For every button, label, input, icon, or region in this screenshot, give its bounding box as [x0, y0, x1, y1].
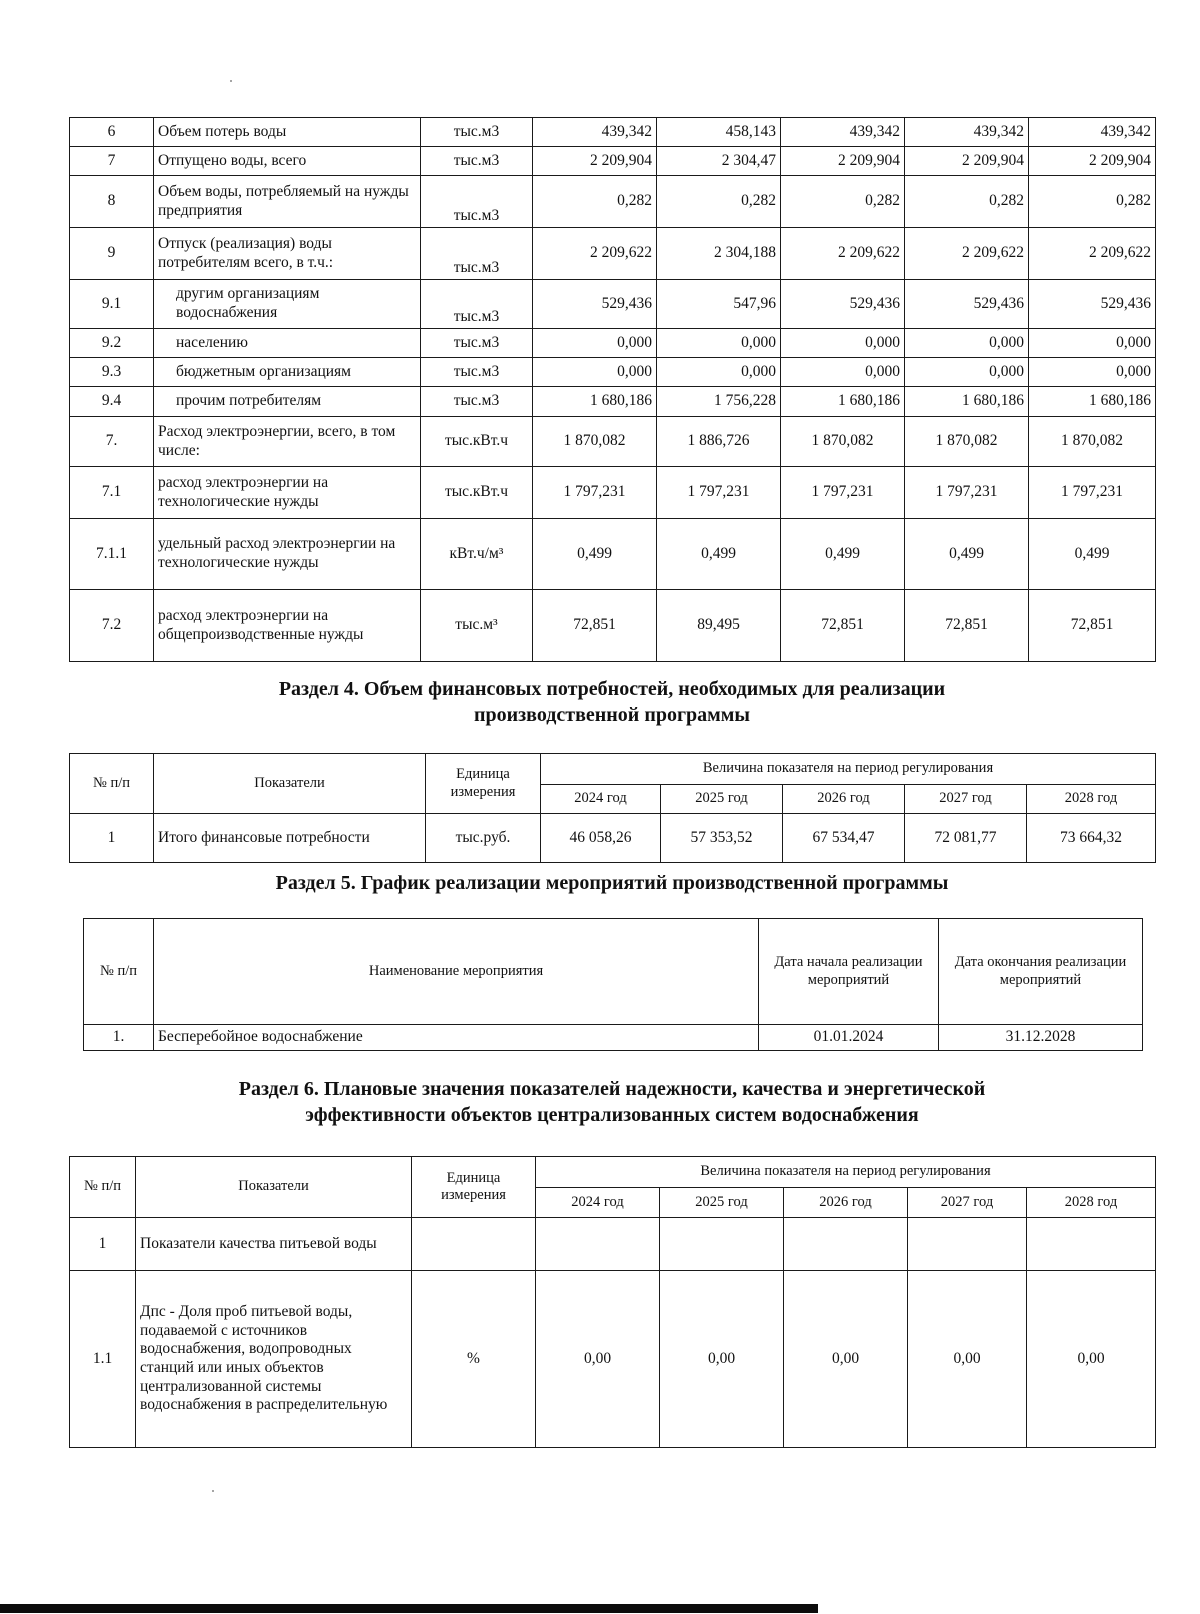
empty-cell [660, 1218, 784, 1271]
s6-header-year: 2026 год [784, 1188, 908, 1218]
scan-speck [230, 80, 232, 82]
s6-row2-name: Дпс - Доля проб питьевой воды, подаваемой с источников водоснабжения, водопроводных станций или иных объектов централизованной системы водоснабжения в распределительную [136, 1271, 412, 1448]
s4-header-period: Величина показателя на период регулирования [541, 754, 1156, 785]
value-cell: 0,499 [1029, 519, 1156, 590]
table-row [70, 176, 1156, 228]
value-cell: 2 209,904 [533, 147, 657, 176]
s5-header-num: № п/п [84, 919, 154, 1025]
row-number: 6 [70, 118, 154, 147]
s4-row-num: 1 [70, 814, 154, 863]
value-cell: 2 209,622 [905, 228, 1029, 280]
s6-row2-value: 0,00 [1027, 1271, 1156, 1448]
row-number: 9.2 [70, 329, 154, 358]
s6-row2-value: 0,00 [660, 1271, 784, 1448]
section6-title [69, 1076, 1155, 1128]
row-number: 7.1 [70, 467, 154, 519]
value-cell: 72,851 [533, 590, 657, 662]
value-cell: 2 304,188 [657, 228, 781, 280]
table-row [70, 519, 1156, 590]
value-cell: 1 680,186 [905, 387, 1029, 417]
s4-row-value: 67 534,47 [783, 814, 905, 863]
value-cell: 0,000 [781, 329, 905, 358]
s4-row-unit: тыс.руб. [426, 814, 541, 863]
table-row [84, 1025, 1143, 1051]
table-row [70, 1218, 1156, 1271]
s4-header-year: 2025 год [661, 785, 783, 814]
value-cell: 1 870,082 [905, 417, 1029, 467]
indicator-name: другим организациям водоснабжения [154, 280, 421, 329]
table-row [70, 147, 1156, 176]
table-row [70, 280, 1156, 329]
s4-header-year: 2026 год [783, 785, 905, 814]
unit: тыс.м3 [421, 358, 533, 387]
value-cell: 1 797,231 [905, 467, 1029, 519]
value-cell: 0,000 [781, 358, 905, 387]
value-cell: 0,499 [905, 519, 1029, 590]
value-cell: 0,000 [657, 329, 781, 358]
value-cell: 1 870,082 [533, 417, 657, 467]
row-number: 8 [70, 176, 154, 228]
row-number: 7. [70, 417, 154, 467]
value-cell: 1 680,186 [781, 387, 905, 417]
value-cell: 0,000 [905, 358, 1029, 387]
unit: тыс.м3 [421, 118, 533, 147]
section5-title: Раздел 5. График реализации мероприятий производственной программы [275, 872, 949, 894]
section6-title-line1: Раздел 6. Плановые значения показателей надежности, качества и энергетической [238, 1078, 986, 1100]
s5-row-name: Бесперебойное водоснабжение [154, 1025, 759, 1051]
value-cell: 0,000 [533, 329, 657, 358]
s5-row-num: 1. [84, 1025, 154, 1051]
table-row [70, 814, 1156, 863]
value-cell: 1 870,082 [781, 417, 905, 467]
unit: тыс.м3 [421, 387, 533, 417]
value-cell: 0,499 [533, 519, 657, 590]
unit: тыс.м3 [421, 228, 533, 280]
value-cell: 529,436 [905, 280, 1029, 329]
value-cell: 439,342 [533, 118, 657, 147]
s4-row-value: 73 664,32 [1027, 814, 1156, 863]
s6-row2-num: 1.1 [70, 1271, 136, 1448]
empty-cell [536, 1218, 660, 1271]
section6-title-line2: эффективности объектов централизованных систем водоснабжения [305, 1104, 919, 1126]
value-cell: 89,495 [657, 590, 781, 662]
s5-row-start: 01.01.2024 [759, 1025, 939, 1051]
s4-row-value: 57 353,52 [661, 814, 783, 863]
indicator-name: расход электроэнергии на общепроизводственные нужды [154, 590, 421, 662]
value-cell: 0,000 [533, 358, 657, 387]
s6-header-period: Величина показателя на период регулирования [536, 1157, 1156, 1188]
s5-header-name: Наименование мероприятия [154, 919, 759, 1025]
section4-title-line1: Раздел 4. Объем финансовых потребностей, необходимых для реализации [278, 678, 946, 700]
value-cell: 72,851 [905, 590, 1029, 662]
value-cell: 0,282 [657, 176, 781, 228]
unit: тыс.м³ [421, 590, 533, 662]
s6-header-year: 2025 год [660, 1188, 784, 1218]
empty-cell [1027, 1218, 1156, 1271]
indicator-name: Отпуск (реализация) воды потребителям всего, в т.ч.: [154, 228, 421, 280]
schedule-table [83, 918, 1143, 1051]
value-cell: 1 870,082 [1029, 417, 1156, 467]
s6-row2-unit: % [412, 1271, 536, 1448]
s4-header-year: 2024 год [541, 785, 661, 814]
section4-title-line2: производственной программы [473, 704, 751, 726]
value-cell: 0,282 [533, 176, 657, 228]
value-cell: 529,436 [781, 280, 905, 329]
value-cell: 2 304,47 [657, 147, 781, 176]
unit: тыс.м3 [421, 280, 533, 329]
value-cell: 2 209,904 [781, 147, 905, 176]
water-balance-table [69, 117, 1156, 662]
s5-row-end: 31.12.2028 [939, 1025, 1143, 1051]
s4-header-year: 2027 год [905, 785, 1027, 814]
s6-header-num: № п/п [70, 1157, 136, 1218]
unit: тыс.м3 [421, 329, 533, 358]
row-number: 9 [70, 228, 154, 280]
s4-header-name: Показатели [154, 754, 426, 814]
s4-header-year: 2028 год [1027, 785, 1156, 814]
s6-row2-value: 0,00 [784, 1271, 908, 1448]
value-cell: 0,282 [781, 176, 905, 228]
value-cell: 458,143 [657, 118, 781, 147]
s4-row-value: 46 058,26 [541, 814, 661, 863]
s6-header-year: 2027 год [908, 1188, 1027, 1218]
row-number: 9.3 [70, 358, 154, 387]
indicator-name: населению [154, 329, 421, 358]
s5-header-start: Дата начала реализации мероприятий [759, 919, 939, 1025]
value-cell: 1 886,726 [657, 417, 781, 467]
empty-cell [412, 1218, 536, 1271]
s4-header-num: № п/п [70, 754, 154, 814]
value-cell: 529,436 [533, 280, 657, 329]
value-cell: 1 797,231 [657, 467, 781, 519]
unit: тыс.м3 [421, 147, 533, 176]
value-cell: 2 209,904 [1029, 147, 1156, 176]
financial-needs-table [69, 753, 1156, 863]
table-row [70, 1271, 1156, 1448]
s6-row1-name: Показатели качества питьевой воды [136, 1218, 412, 1271]
value-cell: 0,000 [1029, 329, 1156, 358]
value-cell: 0,499 [657, 519, 781, 590]
value-cell: 1 797,231 [533, 467, 657, 519]
empty-cell [784, 1218, 908, 1271]
unit: кВт.ч/м³ [421, 519, 533, 590]
row-number: 7 [70, 147, 154, 176]
indicator-name: удельный расход электроэнергии на технологические нужды [154, 519, 421, 590]
s4-header-unit: Единица измерения [426, 754, 541, 814]
value-cell: 439,342 [1029, 118, 1156, 147]
value-cell: 72,851 [781, 590, 905, 662]
table-row [70, 358, 1156, 387]
value-cell: 0,282 [1029, 176, 1156, 228]
s4-row-name: Итого финансовые потребности [154, 814, 426, 863]
table-row [70, 118, 1156, 147]
s6-header-unit: Единица измерения [412, 1157, 536, 1218]
indicator-name: бюджетным организациям [154, 358, 421, 387]
value-cell: 1 797,231 [1029, 467, 1156, 519]
value-cell: 72,851 [1029, 590, 1156, 662]
value-cell: 2 209,622 [1029, 228, 1156, 280]
value-cell: 1 680,186 [533, 387, 657, 417]
value-cell: 0,282 [905, 176, 1029, 228]
value-cell: 2 209,622 [781, 228, 905, 280]
value-cell: 1 680,186 [1029, 387, 1156, 417]
value-cell: 0,499 [781, 519, 905, 590]
s6-row2-value: 0,00 [908, 1271, 1027, 1448]
s6-row1-num: 1 [70, 1218, 136, 1271]
value-cell: 0,000 [657, 358, 781, 387]
table-row [70, 417, 1156, 467]
s6-header-year: 2024 год [536, 1188, 660, 1218]
reliability-indicators-table [69, 1156, 1156, 1448]
s4-row-value: 72 081,77 [905, 814, 1027, 863]
s5-header-end: Дата окончания реализации мероприятий [939, 919, 1143, 1025]
value-cell: 1 797,231 [781, 467, 905, 519]
value-cell: 439,342 [905, 118, 1029, 147]
table-row [70, 329, 1156, 358]
value-cell: 0,000 [905, 329, 1029, 358]
table-row [70, 590, 1156, 662]
table-row [70, 228, 1156, 280]
unit: тыс.кВт.ч [421, 417, 533, 467]
indicator-name: Отпущено воды, всего [154, 147, 421, 176]
section4-title [69, 676, 1155, 728]
value-cell: 1 756,228 [657, 387, 781, 417]
indicator-name: прочим потребителям [154, 387, 421, 417]
value-cell: 529,436 [1029, 280, 1156, 329]
water-balance-table-body [70, 118, 1156, 662]
scan-speck [212, 1490, 214, 1492]
row-number: 7.1.1 [70, 519, 154, 590]
unit: тыс.кВт.ч [421, 467, 533, 519]
table-row [70, 387, 1156, 417]
s6-header-name: Показатели [136, 1157, 412, 1218]
table-row [70, 467, 1156, 519]
value-cell: 0,000 [1029, 358, 1156, 387]
s6-row2-value: 0,00 [536, 1271, 660, 1448]
indicator-name: Расход электроэнергии, всего, в том числе: [154, 417, 421, 467]
s6-header-year: 2028 год [1027, 1188, 1156, 1218]
row-number: 7.2 [70, 590, 154, 662]
unit: тыс.м3 [421, 176, 533, 228]
indicator-name: расход электроэнергии на технологические нужды [154, 467, 421, 519]
row-number: 9.4 [70, 387, 154, 417]
value-cell: 2 209,622 [533, 228, 657, 280]
value-cell: 439,342 [781, 118, 905, 147]
row-number: 9.1 [70, 280, 154, 329]
value-cell: 2 209,904 [905, 147, 1029, 176]
scan-edge-line [0, 1604, 818, 1613]
indicator-name: Объем потерь воды [154, 118, 421, 147]
value-cell: 547,96 [657, 280, 781, 329]
empty-cell [908, 1218, 1027, 1271]
indicator-name: Объем воды, потребляемый на нужды предприятия [154, 176, 421, 228]
